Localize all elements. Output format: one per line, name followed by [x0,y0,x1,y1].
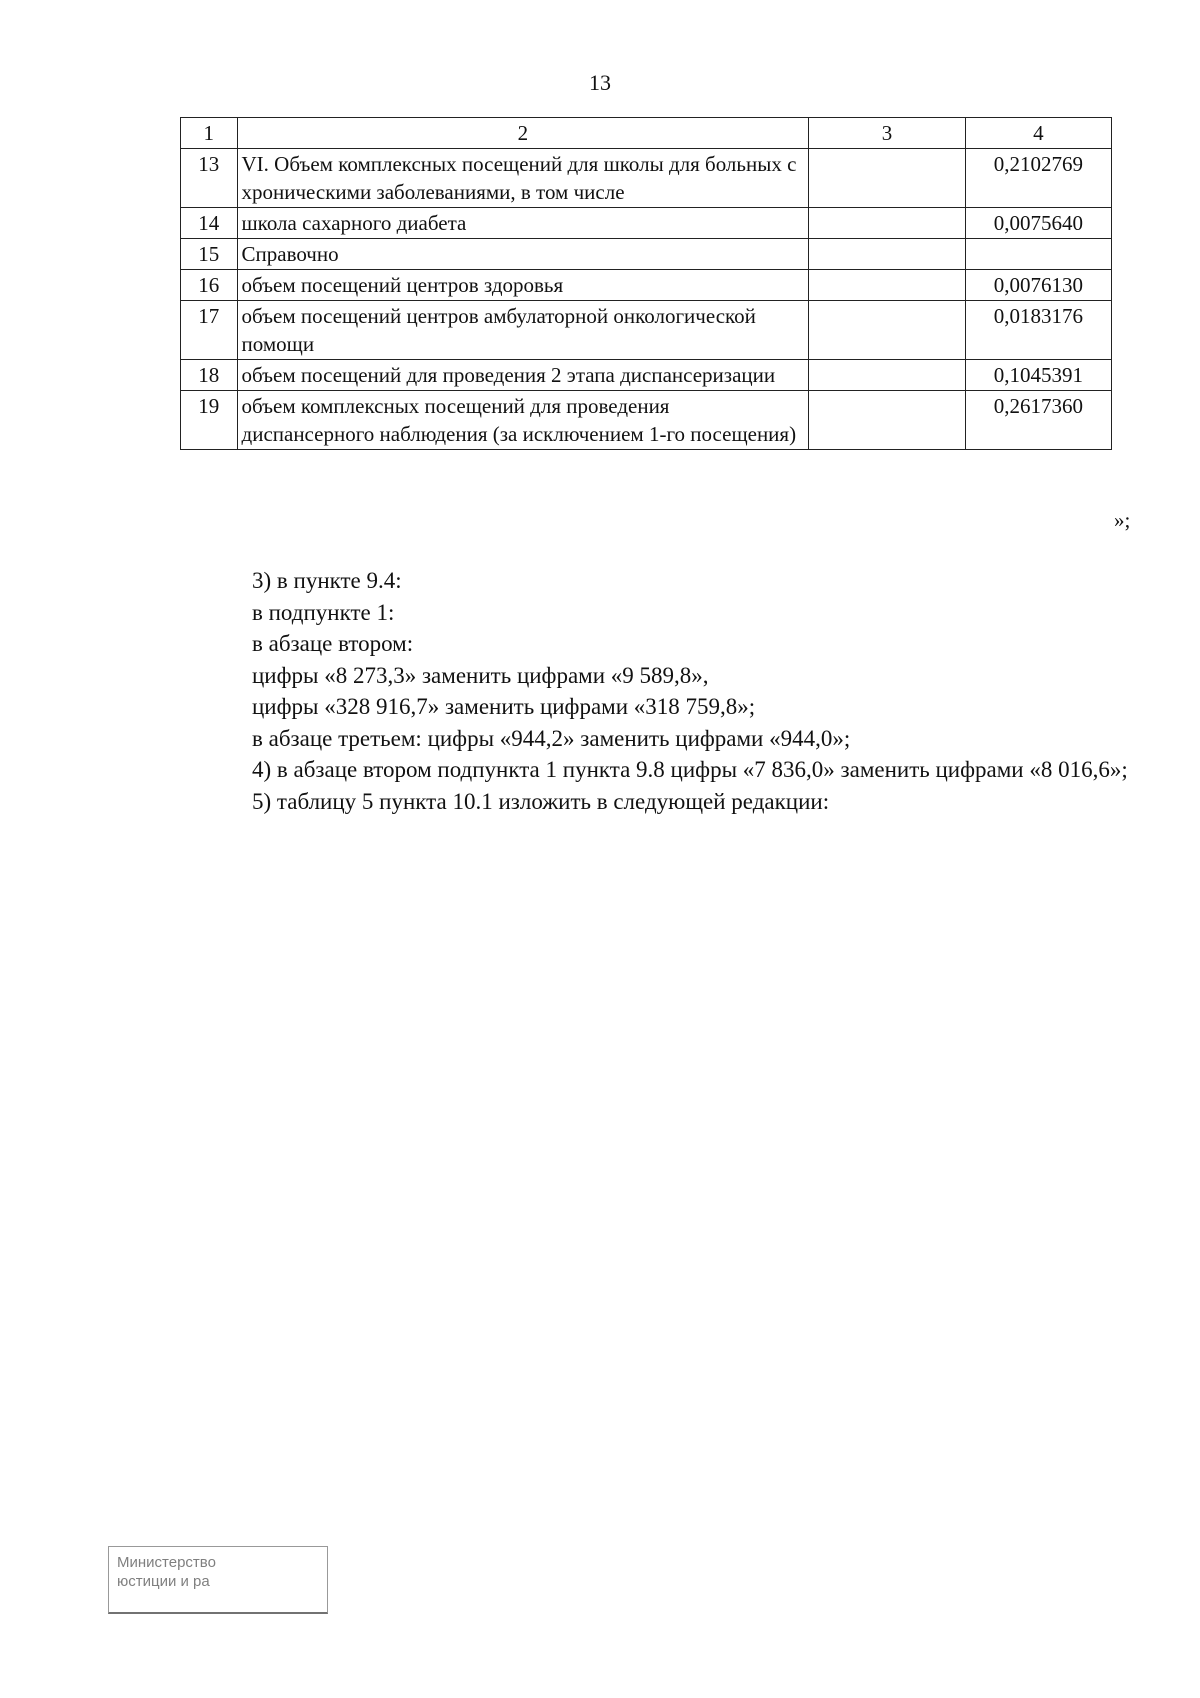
table-row [181,270,1112,301]
ministry-stamp [108,1546,328,1614]
row-col3 [809,239,966,270]
row-value: 0,0183176 [965,301,1111,360]
row-text: школа сахарного диабета [237,208,809,239]
row-text: объем посещений для проведения 2 этапа диспансеризации [237,360,809,391]
row-number: 17 [181,301,238,360]
table-row [181,208,1112,239]
row-text: объем посещений центров здоровья [237,270,809,301]
row-number: 15 [181,239,238,270]
row-col3 [809,270,966,301]
table-row [181,360,1112,391]
paragraph: в подпункте 1: [252,599,395,625]
row-number: 19 [181,391,238,450]
header-cell-4: 4 [965,118,1111,149]
row-col3 [809,360,966,391]
paragraph: цифры «8 273,3» заменить цифрами «9 589,8», [252,662,709,688]
table-row [181,301,1112,360]
row-value: 0,2617360 [965,391,1111,450]
paragraph: 3) в пункте 9.4: [252,568,402,593]
stamp-line: юстиции и ра [117,1573,210,1590]
table-closing-mark: »; [1114,508,1131,532]
header-cell-1: 1 [181,118,238,149]
paragraph: 4) в абзаце втором подпункта 1 пункта 9.8 цифры «7 836,0» заменить цифрами «8 016,6»; [252,757,1128,782]
paragraph: в абзаце втором: [252,631,414,656]
row-value: 0,1045391 [965,360,1111,391]
row-text: Справочно [237,239,809,270]
row-number: 16 [181,270,238,301]
table-row [181,239,1112,270]
row-col3 [809,391,966,450]
row-col3 [809,208,966,239]
paragraph: 5) таблицу 5 пункта 10.1 изложить в следующей редакции: [252,788,830,814]
page-number: 13 [589,70,611,95]
amendment-text [176,565,1136,817]
table-row [181,149,1112,208]
row-text: объем комплексных посещений для проведения диспансерного наблюдения (за исключением 1-го посещения) [237,391,809,450]
row-value: 0,2102769 [965,149,1111,208]
row-text: VI. Объем комплексных посещений для школы для больных с хроническими заболеваниями, в том числе [237,149,809,208]
data-table [180,117,1112,450]
row-value: 0,0075640 [965,208,1111,239]
row-col3 [809,149,966,208]
row-value [965,239,1111,270]
row-number: 13 [181,149,238,208]
row-number: 18 [181,360,238,391]
table-header-row [181,118,1112,149]
row-number: 14 [181,208,238,239]
row-text: объем посещений центров амбулаторной онкологической помощи [237,301,809,360]
paragraph: в абзаце третьем: цифры «944,2» заменить цифрами «944,0»; [252,725,851,751]
row-col3 [809,301,966,360]
table-row [181,391,1112,450]
header-cell-2: 2 [237,118,809,149]
stamp-line: Министерство [117,1554,216,1571]
row-value: 0,0076130 [965,270,1111,301]
header-cell-3: 3 [809,118,966,149]
paragraph: цифры «328 916,7» заменить цифрами «318 759,8»; [252,694,756,719]
